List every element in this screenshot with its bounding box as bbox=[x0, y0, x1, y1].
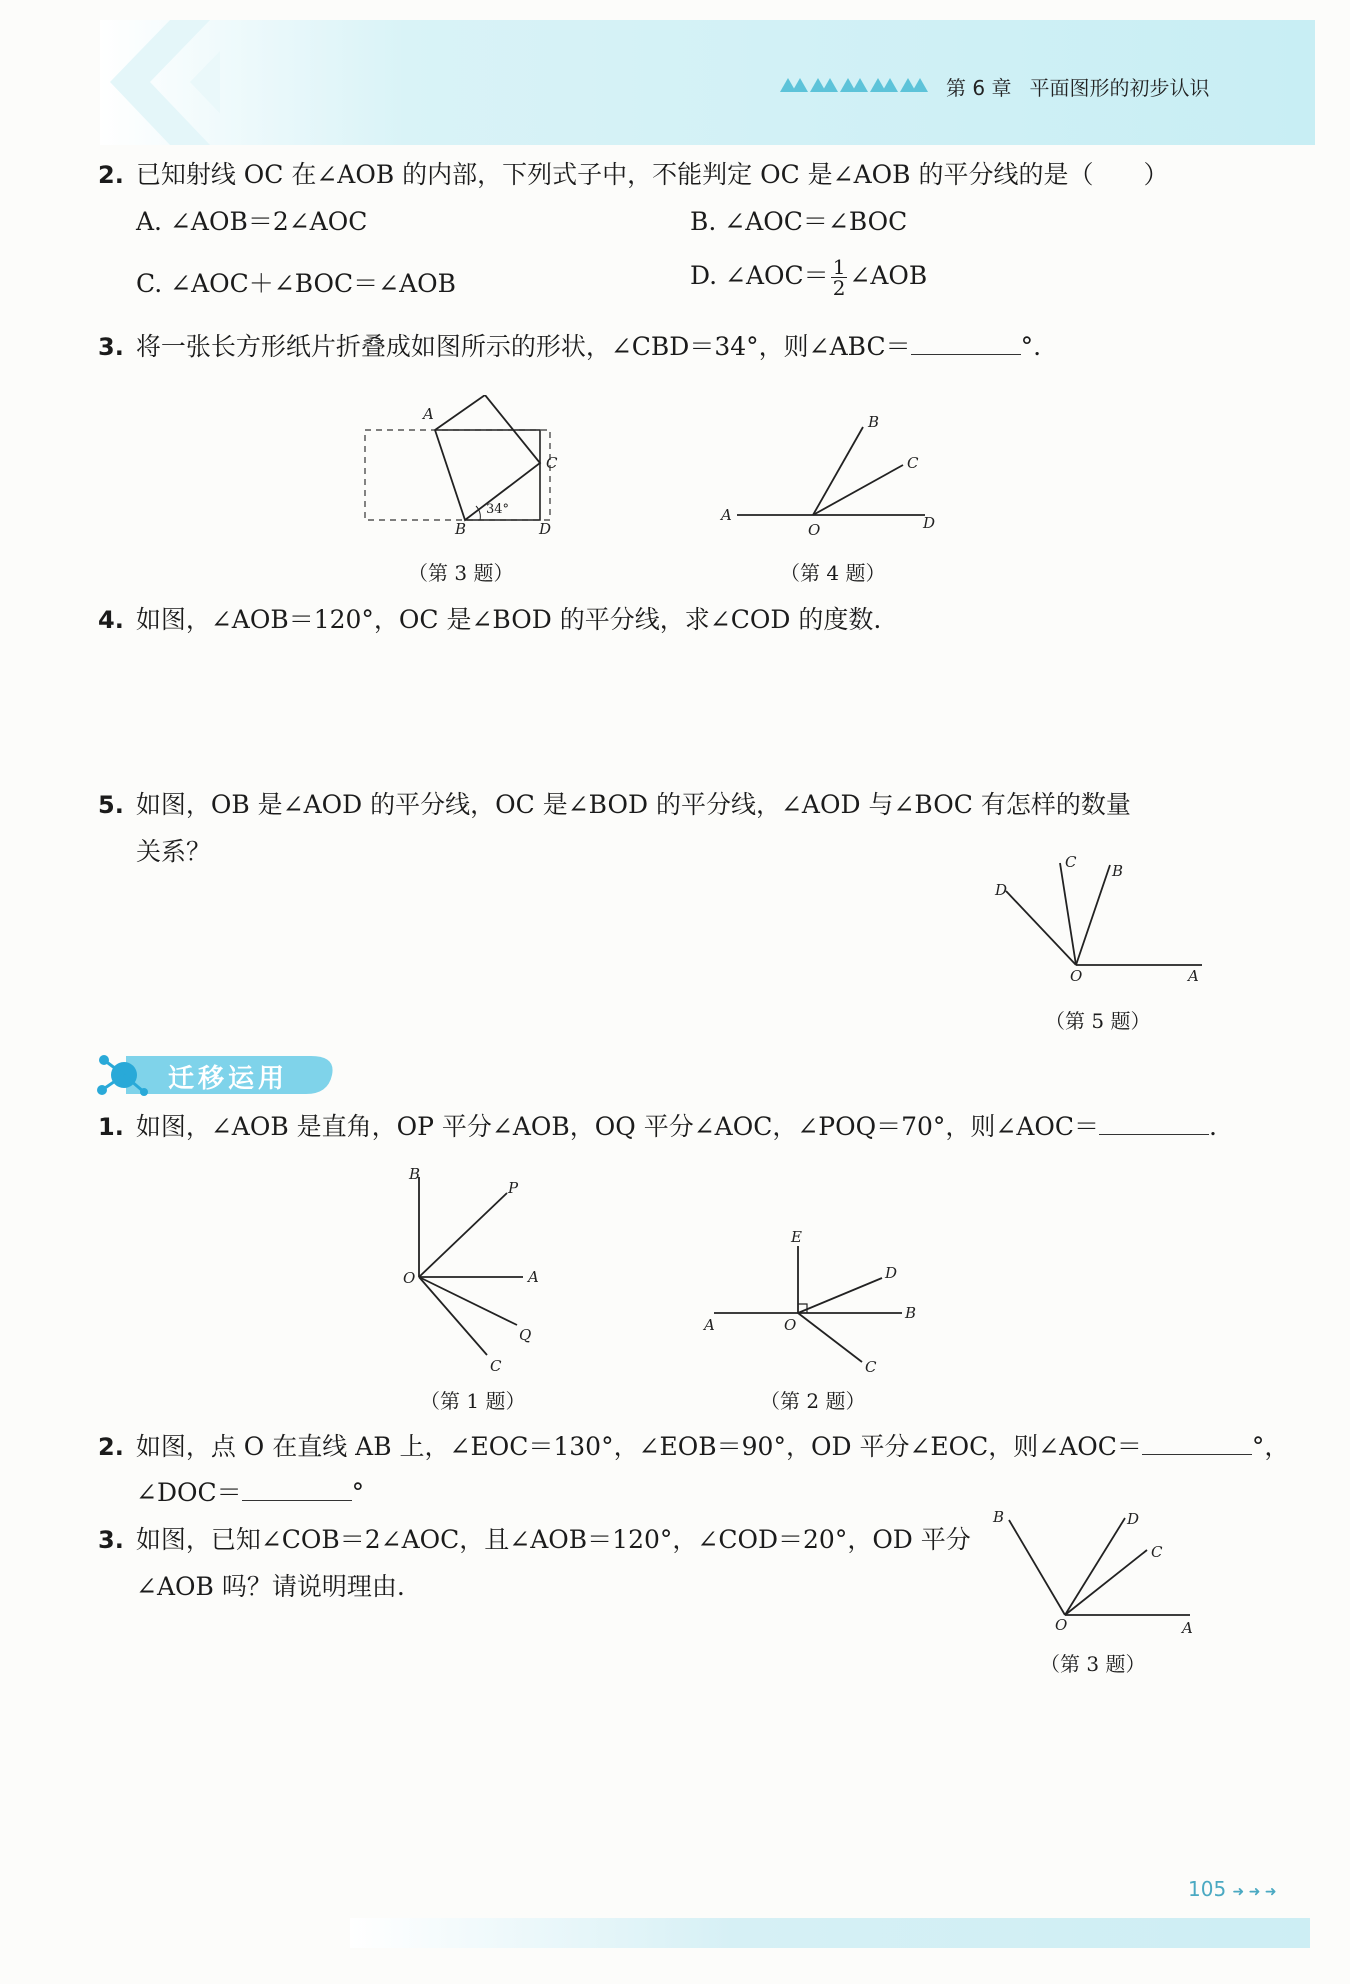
option-c: C. ∠AOC＋∠BOC＝∠AOB bbox=[136, 269, 457, 298]
point-label-b: B bbox=[455, 520, 467, 538]
ray-ob bbox=[1076, 865, 1110, 965]
chapter-title: 平面图形的初步认识 bbox=[1029, 76, 1210, 100]
question-text: 如图，∠AOB 是直角，OP 平分∠AOB，OQ 平分∠AOC，∠POQ＝70°，则∠AOC＝ bbox=[135, 1112, 1100, 1141]
point-label-d: D bbox=[885, 1264, 898, 1282]
question-number: 2. bbox=[98, 1433, 124, 1461]
question-text-end: °. bbox=[1020, 332, 1042, 361]
question-5-line-2: 关系？ bbox=[136, 837, 212, 866]
figure-transfer-3 bbox=[985, 1500, 1205, 1645]
point-label-a: A bbox=[423, 405, 434, 423]
option-d-suffix: ∠AOB bbox=[849, 261, 928, 290]
point-label-o: O bbox=[808, 521, 821, 539]
figure-5-caption: （第 5 题） bbox=[1045, 1009, 1151, 1033]
answer-blank[interactable] bbox=[1142, 1432, 1252, 1455]
ray-oc bbox=[798, 1313, 862, 1362]
point-label-b: B bbox=[993, 1508, 1005, 1526]
option-d bbox=[690, 257, 927, 298]
figure-transfer-2-caption: （第 2 题） bbox=[760, 1389, 866, 1413]
question-2 bbox=[98, 158, 1169, 192]
question-text: 将一张长方形纸片折叠成如图所示的形状，∠CBD＝34°，则∠ABC＝ bbox=[135, 332, 911, 361]
transfer-question-2 bbox=[98, 1430, 1289, 1464]
point-label-d: D bbox=[539, 520, 552, 538]
option-a: A. ∠AOB＝2∠AOC bbox=[136, 207, 368, 236]
question-3 bbox=[98, 330, 1041, 364]
question-text: ∠DOC＝ bbox=[136, 1478, 242, 1507]
ray-ob bbox=[1009, 1520, 1065, 1615]
question-text-end: . bbox=[1209, 1112, 1217, 1141]
question-text-end: °， bbox=[1251, 1432, 1290, 1461]
point-label-p: P bbox=[508, 1179, 519, 1197]
point-label-q: Q bbox=[519, 1326, 532, 1344]
fraction-denominator: 2 bbox=[832, 276, 846, 300]
point-label-a: A bbox=[704, 1316, 715, 1334]
ray-oc bbox=[419, 1277, 487, 1355]
option-d-prefix: D. ∠AOC＝ bbox=[690, 261, 829, 290]
point-label-d: D bbox=[1127, 1510, 1140, 1528]
original-rectangle-outline bbox=[365, 430, 550, 520]
point-label-a: A bbox=[1182, 1619, 1193, 1637]
point-label-b: B bbox=[868, 413, 880, 431]
footer-band bbox=[350, 1918, 1310, 1948]
point-label-d: D bbox=[995, 881, 1008, 899]
point-label-o: O bbox=[403, 1269, 416, 1287]
answer-blank[interactable] bbox=[242, 1478, 352, 1501]
figure-3-folded-paper bbox=[355, 395, 575, 545]
question-number: 3. bbox=[98, 333, 124, 361]
point-label-a: A bbox=[721, 506, 732, 524]
angle-label: 34° bbox=[486, 502, 510, 517]
header-chevron-decoration bbox=[100, 20, 220, 145]
point-label-b: B bbox=[409, 1165, 421, 1183]
figure-transfer-1-caption: （第 1 题） bbox=[420, 1389, 526, 1413]
question-number: 3. bbox=[98, 1526, 124, 1554]
question-number: 4. bbox=[98, 606, 124, 634]
figure-4-angles bbox=[715, 405, 945, 540]
point-label-d: D bbox=[923, 514, 936, 532]
point-label-b: B bbox=[905, 1304, 917, 1322]
fraction bbox=[831, 257, 848, 298]
point-label-c: C bbox=[490, 1357, 502, 1375]
question-number: 2. bbox=[98, 161, 124, 189]
figure-transfer-3-caption: （第 3 题） bbox=[1040, 1652, 1146, 1676]
point-label-o: O bbox=[1055, 1616, 1068, 1634]
arrow-icon: ➜ ➜ ➜ bbox=[1232, 1884, 1277, 1900]
point-label-a: A bbox=[1188, 967, 1199, 985]
point-label-c: C bbox=[1151, 1543, 1163, 1561]
question-text: 如图，OB 是∠AOD 的平分线，OC 是∠BOD 的平分线，∠AOD 与∠BOC 有怎样的数量 bbox=[135, 790, 1131, 819]
page-number-text: 105 bbox=[1188, 1877, 1227, 1901]
ray-op bbox=[419, 1193, 507, 1277]
question-text: 已知射线 OC 在∠AOB 的内部，下列式子中，不能判定 OC 是∠AOB 的平分线的是（ ） bbox=[135, 160, 1169, 189]
question-number: 1. bbox=[98, 1113, 124, 1141]
transfer-question-3-line-2: ∠AOB 吗？请说明理由. bbox=[136, 1572, 405, 1601]
transfer-question-1 bbox=[98, 1110, 1217, 1144]
point-label-o: O bbox=[784, 1316, 797, 1334]
figure-4-caption: （第 4 题） bbox=[780, 561, 886, 585]
point-label-a: A bbox=[528, 1268, 539, 1286]
point-label-c: C bbox=[865, 1358, 877, 1375]
ray-od bbox=[798, 1278, 882, 1313]
question-text: 如图，已知∠COB＝2∠AOC，且∠AOB＝120°，∠COD＝20°，OD 平分 bbox=[135, 1525, 971, 1554]
question-number: 5. bbox=[98, 791, 124, 819]
answer-blank[interactable] bbox=[1099, 1112, 1209, 1135]
point-label-b: B bbox=[1112, 862, 1124, 880]
point-label-o: O bbox=[1070, 967, 1083, 985]
figure-transfer-2 bbox=[700, 1230, 930, 1375]
transfer-question-3 bbox=[98, 1523, 971, 1557]
question-text-end: ° bbox=[351, 1478, 365, 1507]
question-5 bbox=[98, 788, 1131, 822]
page-number bbox=[1188, 1877, 1277, 1901]
figure-3-caption: （第 3 题） bbox=[408, 561, 514, 585]
answer-blank[interactable] bbox=[911, 332, 1021, 355]
ray-oc bbox=[1065, 1550, 1147, 1615]
header-triangle-icon bbox=[780, 76, 930, 94]
question-text: 如图，点 O 在直线 AB 上，∠EOC＝130°，∠EOB＝90°，OD 平分∠EOC，则∠AOC＝ bbox=[135, 1432, 1142, 1461]
figure-transfer-1 bbox=[395, 1165, 555, 1380]
point-label-e: E bbox=[791, 1230, 802, 1246]
figure-5-angles bbox=[990, 845, 1215, 985]
transfer-question-2-line-2 bbox=[136, 1476, 364, 1510]
ray-oq bbox=[419, 1277, 517, 1325]
point-label-c: C bbox=[546, 454, 558, 472]
section-label: 迁移运用 bbox=[168, 1064, 289, 1094]
question-text: 如图，∠AOB＝120°，OC 是∠BOD 的平分线，求∠COD 的度数. bbox=[135, 605, 882, 634]
point-label-c: C bbox=[1065, 853, 1077, 871]
point-label-c: C bbox=[907, 454, 919, 472]
option-b: B. ∠AOC＝∠BOC bbox=[690, 207, 908, 236]
header-title bbox=[946, 72, 1227, 101]
chapter-label: 第 6 章 bbox=[946, 76, 1012, 100]
ray-od bbox=[1065, 1518, 1125, 1615]
question-4 bbox=[98, 603, 881, 637]
fraction-numerator: 1 bbox=[832, 255, 846, 279]
